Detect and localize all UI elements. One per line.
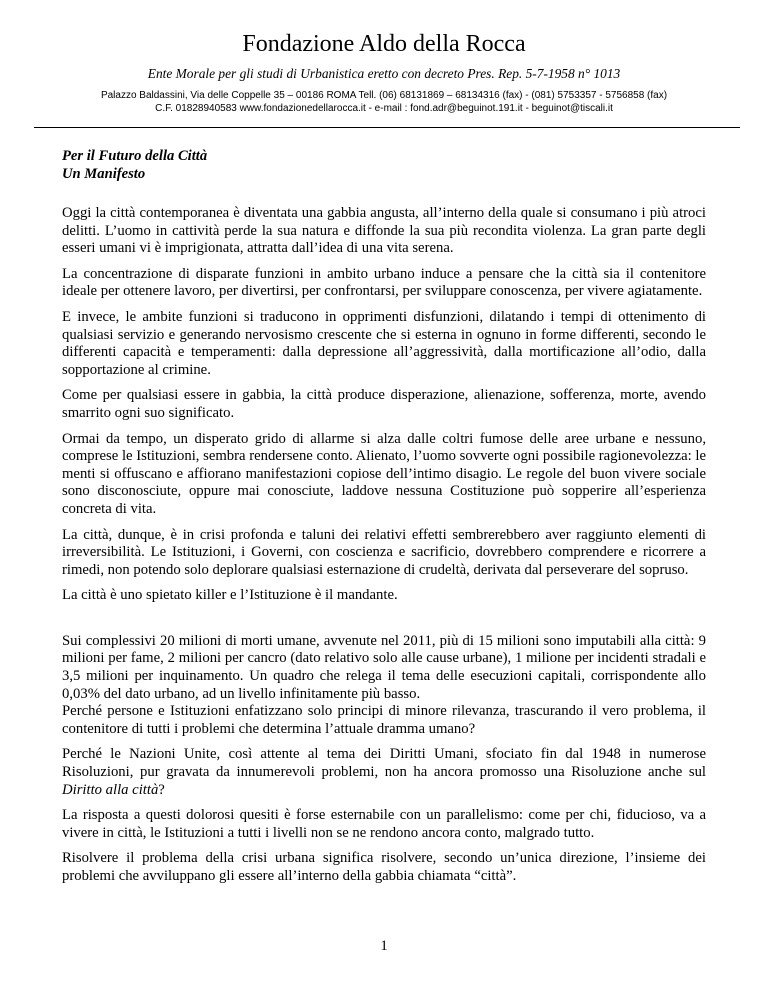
paragraph-text: Perché le Nazioni Unite, così attente al tema dei Diritti Umani, sfociato fin dal 1948 in numerose Risoluzioni, pur gravata da innumerevoli problemi, non ha ancora promosso una Risoluzione anche sul: [62, 746, 706, 781]
foundation-name: Fondazione Aldo della Rocca: [242, 31, 526, 57]
foundation-subtitle: Ente Morale per gli studi di Urbanistica eretto con decreto Pres. Rep. 5-7-1958 n° 1013: [147, 66, 621, 81]
paragraph-un-question: [62, 746, 706, 799]
emphasis-text: Diritto alla città: [62, 781, 159, 798]
paragraph: La città, dunque, è in crisi profonda e taluni dei relativi effetti sembrerebbero aver raggiunto elementi di irreversibilità. Le Istituzioni, i Governi, con coscienza e sacrificio, dovrebbero comprendere e ricorrere a rimedi, non potendo solo deplorare qualsiasi esternazione di crudeltà, derivata dal perseverare del sopruso.: [62, 526, 706, 578]
paragraph: La risposta a questi dolorosi quesiti è forse esternabile con un parallelismo: come per chi, fiducioso, va a vivere in città, le Istituzioni a tutti i livelli non se ne rendono ancora conto, malgrado tutto.: [62, 807, 706, 841]
paragraph: La città è uno spietato killer e l’Istituzione è il mandante.: [62, 587, 398, 604]
paragraph-text: ?: [158, 781, 165, 798]
paragraph: Oggi la città contemporanea è diventata una gabbia angusta, all’interno della quale si consumano i più atroci delitti. L’uomo in cattività perde la sua natura e diffonde la sua più recondita violenza. La gran parte degli esseri umani vi è imprigionata, attratta dall’idea di una vita serena.: [62, 205, 706, 257]
paragraph: E invece, le ambite funzioni si traducono in opprimenti disfunzioni, dilatando i tempi di ottenimento di qualsiasi servizio e generando nervosismo crescente che si esterna in ognuno in forme differenti, secondo le differenti capacità e temperamenti: dalla depressione all’aggressività, dalla mortificazione all’odio, dalla sopportazione al crimine.: [62, 308, 706, 378]
foundation-address: Palazzo Baldassini, Via delle Coppelle 35 – 00186 ROMA Tell. (06) 68131869 – 68134316 (fax) - (081) 5753357 - 5756858 (fax): [100, 90, 668, 101]
document-title: Per il Futuro della Città: [62, 148, 208, 164]
paragraph: Sui complessivi 20 milioni di morti umane, avvenute nel 2011, più di 15 milioni sono imputabili alla città: 9 milioni per fame, 2 milioni per cancro (dato relativo solo alle cause urbane), 1 milione per incidenti stradali e 3,5 milioni per inquinamento. Un quadro che relega il tema delle esecuzioni capitali, corrispondente allo 0,03% del dato urbano, ad un livello infinitamente più basso.: [62, 632, 706, 702]
paragraph: Ormai da tempo, un disperato grido di allarme si alza dalle coltri fumose delle aree urbane e nessuno, comprese le Istituzioni, sembra rendersene conto. Alienato, l’uomo sovverte ogni possibile ragionevolezza: le menti si offuscano e affiorano manifestazioni copiose dell’intimo disagio. Le regole del buon vivere sociale sono disconosciute, oppure mai conosciute, laddove nessuna Costituzione può sopperire all’esperienza concreta di vita.: [62, 430, 707, 517]
page-number: 1: [380, 938, 388, 954]
foundation-contacts: C.F. 01828940583 www.fondazionedellarocca.it - e-mail : fond.adr@beguinot.191.it - beguinot@tiscali.it: [155, 103, 613, 114]
paragraph: La concentrazione di disparate funzioni in ambito urbano induce a pensare che la città sia il contenitore ideale per ottenere lavoro, per divertirsi, per confrontarsi, per sviluppare conoscenza, per vivere agiatamente.: [62, 265, 706, 300]
paragraph: Perché persone e Istituzioni enfatizzano solo principi di minore rilevanza, trascurando il vero problema, il contenitore di tutti i problemi che determina l’attuale dramma umano?: [62, 703, 706, 737]
paragraph: Risolvere il problema della crisi urbana significa risolvere, secondo un’unica direzione, l’insieme dei problemi che avviluppano gli essere all’interno della gabbia chiamata “città”.: [62, 850, 706, 884]
paragraph: Come per qualsiasi essere in gabbia, la città produce disperazione, alienazione, sofferenza, morte, avendo smarrito ogni suo significato.: [62, 387, 706, 421]
document-subtitle: Un Manifesto: [62, 166, 146, 182]
header-divider: [34, 127, 740, 128]
document-body: [62, 205, 706, 894]
